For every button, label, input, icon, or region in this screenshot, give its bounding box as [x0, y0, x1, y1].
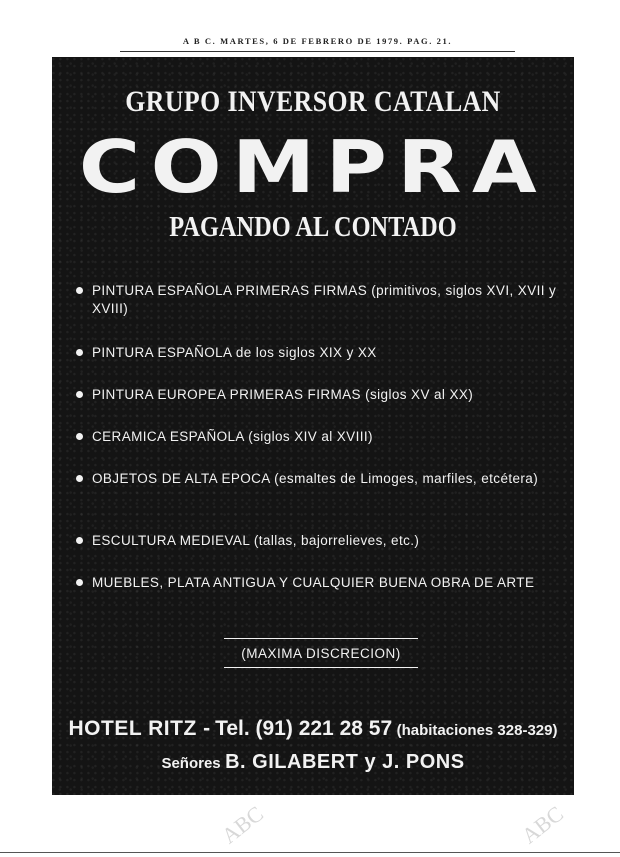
list-item: PINTURA ESPAÑOLA PRIMERAS FIRMAS (primitivos, siglos XVI, XVII y XVIII)	[74, 282, 564, 318]
list-item: PINTURA EUROPEA PRIMERAS FIRMAS (siglos XV al XX)	[74, 386, 564, 404]
hotel-phone: Tel. (91) 221 28 57	[215, 717, 393, 740]
advertisement	[52, 57, 574, 795]
subheadline: PAGANDO AL CONTADO	[169, 211, 457, 243]
newspaper-header: A B C. MARTES, 6 DE FEBRERO DE 1979. PAG. 21.	[182, 36, 453, 46]
hotel-name: HOTEL RITZ -	[68, 717, 211, 740]
watermark: ABC	[216, 800, 268, 849]
list-item: ESCULTURA MEDIEVAL (tallas, bajorrelieves, etc.)	[74, 532, 564, 550]
hotel-line	[52, 717, 574, 741]
list-item: MUEBLES, PLATA ANTIGUA Y CUALQUIER BUENA OBRA DE ARTE	[74, 574, 564, 592]
group-name: GRUPO INVERSOR CATALAN	[125, 85, 501, 118]
headline: COMPRA	[78, 125, 548, 209]
header-rule	[120, 51, 515, 52]
hotel-rooms: (habitaciones 328-329)	[396, 722, 558, 739]
list-item: PINTURA ESPAÑOLA de los siglos XIX y XX	[74, 344, 564, 362]
contact-names: B. GILABERT y J. PONS	[225, 751, 465, 773]
list-item: OBJETOS DE ALTA EPOCA (esmaltes de Limoges, marfiles, etcétera)	[74, 470, 564, 488]
discretion-note: (MAXIMA DISCRECION)	[241, 645, 401, 661]
contact-label: Señores	[161, 755, 221, 772]
list-item: CERAMICA ESPAÑOLA (siglos XIV al XVIII)	[74, 428, 564, 446]
bottom-rule	[0, 852, 620, 853]
watermark: ABC	[516, 800, 568, 849]
contact-line	[52, 751, 574, 774]
discretion-box	[224, 638, 418, 668]
